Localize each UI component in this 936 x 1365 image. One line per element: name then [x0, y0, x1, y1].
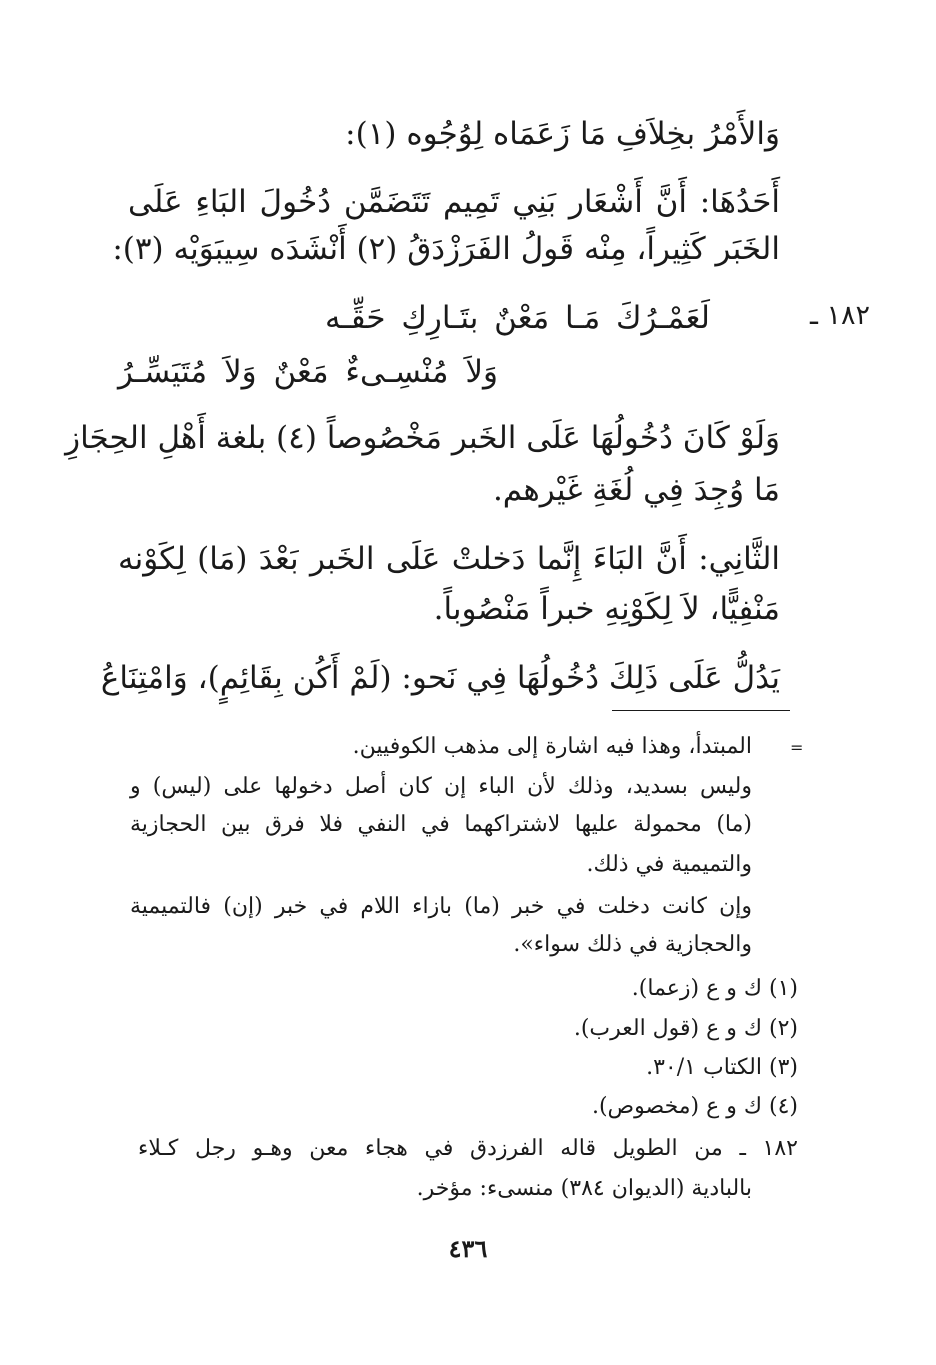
verse-hemistich: وَلاَ مُنْسِـىءٌ مَعْنٌ وَلاَ مُتَيَسِّـرُ	[118, 354, 498, 390]
continuation-mark: =	[790, 738, 804, 757]
paragraph-line: الخَبَر كَثِيراً، مِنْه قَولُ الفَرَزْدَقُ (٢) أَنْشَدَه سِيبَوَيْه (٣):	[112, 231, 780, 267]
page-number: ٤٣٦	[448, 1234, 488, 1263]
footnote-2: (٢) ك و ع (قول العرب).	[573, 1016, 798, 1041]
paragraph-line: أَحَدُهَا: أَنَّ أَشْعَار بَنِي تَمِيم تَتَضَمَّن دُخُولَ البَاءِ عَلَى	[128, 184, 780, 220]
footnote-line: والحجازية في ذلك سواء».	[513, 932, 752, 957]
footnote-verse-182-cont: بالبادية (الديوان ٣٨٤) منسىء: مؤخر.	[416, 1176, 752, 1201]
footnote-line: والتميمية في ذلك.	[586, 852, 752, 877]
paragraph-line: وَالأَمْرُ بخِلاَفِ مَا زَعَمَاه لِوُجُوه (١):	[345, 116, 780, 152]
footnote-verse-182: ١٨٢ ـ من الطويل قاله الفرزدق في هجاء معن وهـو رجل كـلاء	[138, 1136, 798, 1161]
verse-number: ١٨٢ ـ	[809, 300, 870, 331]
footnote-4: (٤) ك و ع (مخصوص).	[591, 1094, 798, 1119]
footnote-3: (٣) الكتاب ٣٠/١.	[646, 1055, 798, 1080]
verse-hemistich: لَعَمْـرُكَ مَـا مَعْنٌ بتَـارِكِ حَقِّـه	[325, 300, 710, 336]
footnote-line: المبتدأ، وهذا فيه اشارة إلى مذهب الكوفيين.	[352, 734, 752, 759]
paragraph-line: مَنْفِيًّا، لاَ لِكَوْنِهِ خبراً مَنْصُوباً.	[433, 591, 780, 627]
footnote-separator	[612, 710, 790, 711]
paragraph-line: يَدُلُّ عَلَى ذَلِكَ دُخُولُهَا فِي نَحو: (لَمْ أَكُن بِقَائِمٍ)، وَامْتِنَاعُ	[100, 660, 780, 696]
paragraph-line: وَلَوْ كَانَ دُخُولُهَا عَلَى الخَبر مَخْصُوصاً (٤) بلغة أَهْلِ الحِجَازِ	[65, 420, 780, 456]
footnote-line: وإن كانت دخلت في خبر (ما) بازاء اللام في خبر (إن) فالتميمية	[130, 894, 752, 919]
footnote-line: (ما) محمولة عليها لاشتراكهما في النفي فلا فرق بين الحجازية	[130, 812, 752, 837]
paragraph-line: الثَّانِي: أَنَّ البَاءَ إِنَّما دَخلتْ عَلَى الخَبر بَعْدَ (مَا) لِكَوْنه	[118, 541, 780, 577]
footnote-line: وليس بسديد، وذلك لأن الباء إن كان أصل دخولها على (ليس) و	[130, 774, 752, 799]
paragraph-line: مَا وُجِدَ فِي لُغَةِ غَيْرهم.	[492, 472, 780, 508]
footnote-1: (١) ك و ع (زعما).	[631, 976, 798, 1001]
